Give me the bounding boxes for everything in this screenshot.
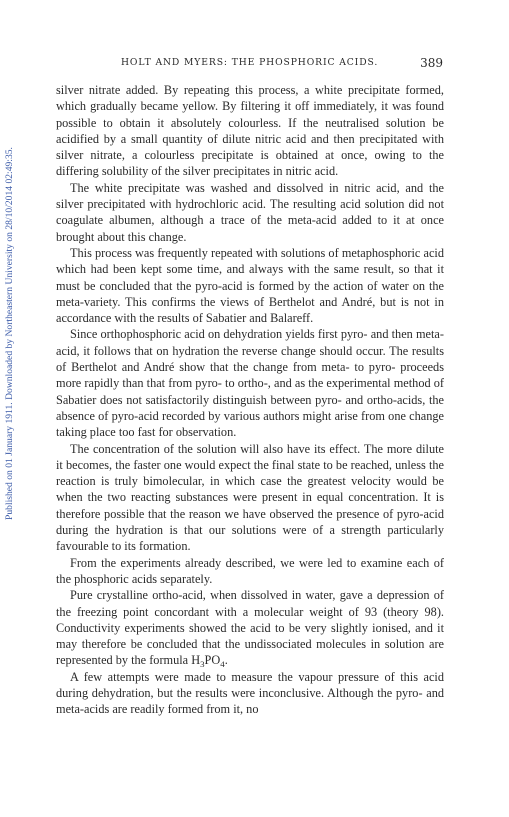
download-watermark bbox=[0, 0, 14, 817]
paragraph: The white precipitate was washed and dissolved in nitric acid, and the silver precipitated with hydrochloric acid. The resulting acid solution did not coagulate albumen, although a trace of the meta-acid added to it at once brought about this change. bbox=[56, 180, 444, 244]
page-header bbox=[121, 56, 443, 70]
running-title: HOLT AND MYERS: THE PHOSPHORIC ACIDS. bbox=[121, 57, 379, 68]
paragraph bbox=[56, 587, 444, 668]
paragraph: Since orthophosphoric acid on dehydration yields first pyro- and then meta-acid, it follows that on hydration the reverse change should occur. The results of Berthelot and André show that the change from meta- to pyro- proceeds more rapidly than that from pyro- to ortho-, and as the experimental method of Sabatier does not satisfactorily distinguish between pyro- and ortho-acids, the absence of pyro-acid recorded by various authors might arise from one change taking place too fast for observation. bbox=[56, 327, 444, 440]
body-text bbox=[56, 82, 444, 718]
page-number: 389 bbox=[420, 56, 443, 70]
download-watermark-text: Published on 01 January 1911. Downloaded by Northeastern University on 28/10/2014 02:49:35. bbox=[4, 147, 15, 520]
paragraph: This process was frequently repeated with solutions of metaphosphoric acid which had been kept some time, and always with the same result, so that it must be concluded that the pyro-acid is formed by the action of water on the meta-variety. This confirms the views of Berthelot and André, but is not in accordance with the results of Sabatier and Balareff. bbox=[56, 245, 444, 326]
chemical-formula: $H_3PO_4$. bbox=[191, 653, 228, 670]
paragraph-text: Pure crystalline ortho-acid, when dissolved in water, gave a depression of the freezing point concordant with a molecular weight of 93 (theory 98). Conductivity experiments showed the acid to be very slightly ionised, and it may therefore be concluded that the undissociated molecules in solution are represented by the formula bbox=[56, 588, 444, 668]
paragraph: The concentration of the solution will also have its effect. The more dilute it becomes, the faster one would expect the final state to be reached, unless the reaction is truly bimolecular, in which case the greatest velocity would be when the two reacting substances were present in equal concentration. It is therefore possible that the reason we have observed the presence of pyro-acid during the hydration is that our solutions were of a strength particularly favourable to its formation. bbox=[56, 441, 444, 554]
paragraph: From the experiments already described, we were led to examine each of the phosphoric acids separately. bbox=[56, 555, 444, 586]
paragraph: silver nitrate added. By repeating this process, a white precipitate formed, which gradually became yellow. By filtering it off immediately, it was found possible to obtain it absolutely colourless. If the neutralised solution be acidified by a small quantity of dilute nitric acid and then precipitated with silver nitrate, a colourless precipitate is obtained at once, owing to the differing solubility of the silver precipitates in nitric acid. bbox=[56, 83, 444, 179]
paragraph: A few attempts were made to measure the vapour pressure of this acid during dehydration, but the results were inconclusive. Although the pyro- and meta-acids are readily formed from it, no bbox=[56, 669, 444, 717]
